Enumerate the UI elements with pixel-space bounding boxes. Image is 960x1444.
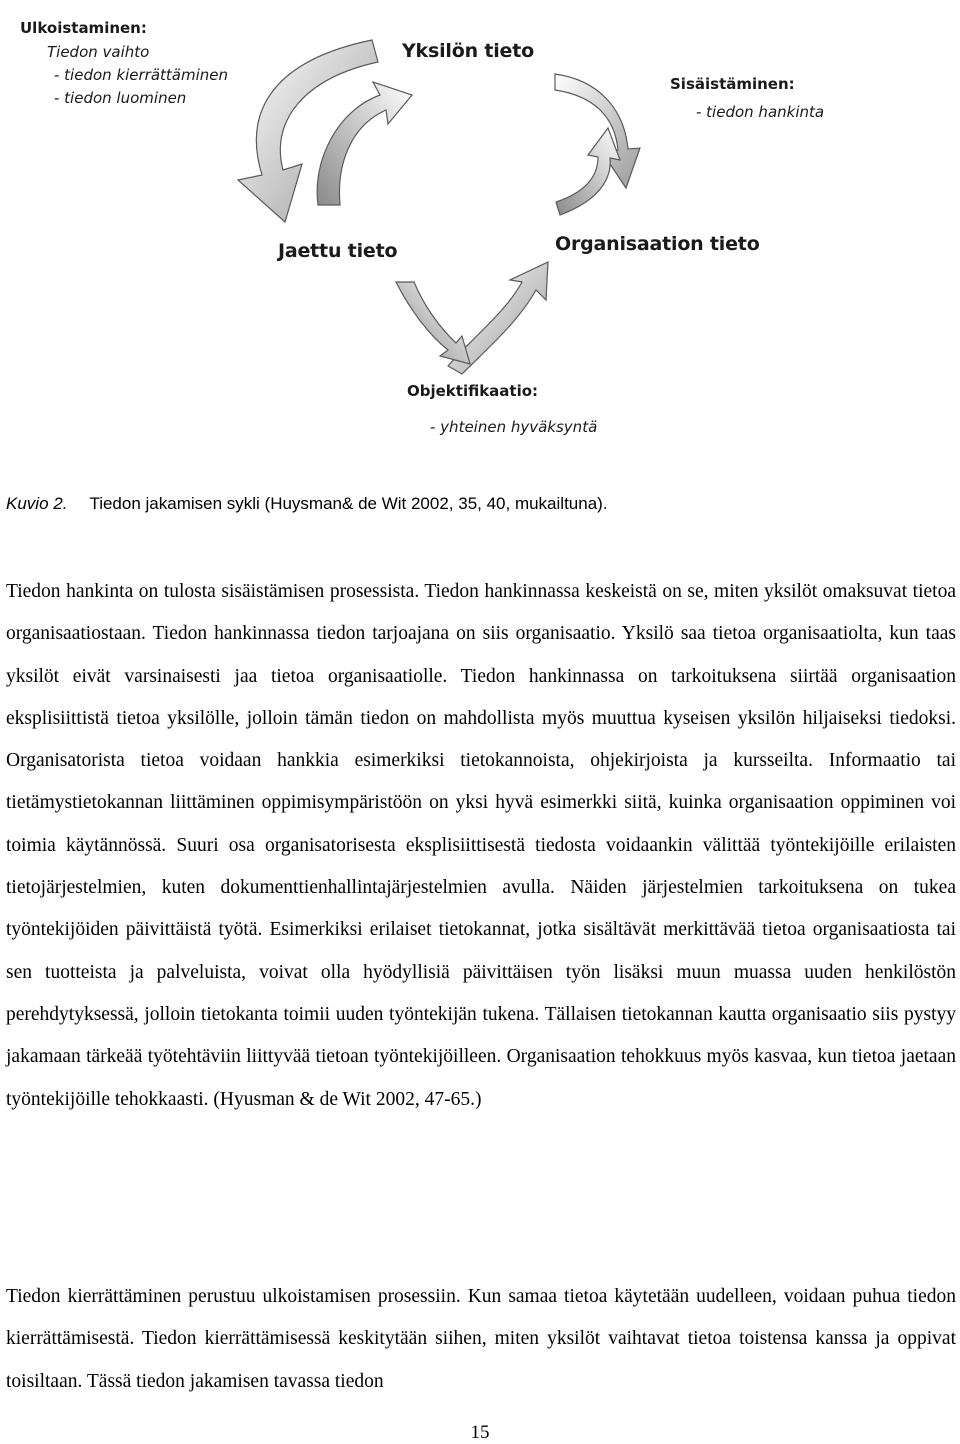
arrow-objectification — [396, 262, 548, 374]
arrow-acquisition — [556, 128, 620, 215]
shared-knowledge-label: Jaettu tieto — [278, 240, 398, 262]
internalization-title: Sisäistäminen: — [670, 75, 795, 93]
paragraph: Tiedon kierrättäminen perustuu ulkoistamisen prosessiin. Kun samaa tietoa käytetään uudelleen, voidaan puhua tiedon kierrättämisestä. Tiedon kierrättämisessä keskitytään siihen, miten yksilöt vaihtavat tietoa toistensa kanssa ja oppivat toisiltaan. Tässä tiedon jakamisen tavassa tiedon — [6, 1286, 956, 1392]
arrow-sharing-up — [317, 82, 412, 205]
page-number: 15 — [470, 1422, 490, 1443]
paragraph: Tiedon hankinta on tulosta sisäistämisen prosessista. Tiedon hankinnassa keskeistä on se, miten yksilöt omaksuvat tietoa organisaatiostaan. Tiedon hankinnassa tiedon tarjoajana on siis organisaatio. Yksilö saa tietoa organisaatiolta, kun taas yksilöt eivät varsinaisesti jaa tietoa organisaatiolle. Tiedon hankinnassa on tarkoituksena siirtää organisaation eksplisiittistä tietoa yksilölle, jolloin tämän tiedon on mahdollista myös muuttua kyseisen yksilön hiljaiseksi tiedoksi. Organisatorista tietoa voidaan hankkia esimerkiksi tietokannoista, ohjekirjoista ja kursseilta. Informaatio tai tietämystietokannan liittäminen oppimisympäristöön on yksi hyvä esimerkki siitä, kuinka organisaation oppiminen voi toimia käytännössä. Suuri osa organisatorisesta eksplisiittisestä tiedosta voidaankin välittää työntekijöille erilaisten tietojärjestelmien, kuten dokumenttienhallintajärjestelmien avulla. Näiden järjestelmien tarkoituksena on tukea työntekijöiden päivittäistä työtä. Esimerkiksi erilaiset tietokannat, jotka sisältävät merkittävää tietoa organisaatiosta tai sen tuotteista ja palveluista, voivat olla hyödyllisiä päivittäisen työn lisäksi muun muassa uuden henkilöstön perehdytyksessä, jolloin tietokanta toimii uuden työntekijän tukena. Tällaisen tietokannan kautta organisaatio siis pystyy jakamaan tärkeää työtehtäviin liittyvää tietoan työntekijöilleen. Organisaation tehokkuus myös kasvaa, kun tietoa jaetaan työntekijöille tehokkaasti. (Hyusman & de Wit 2002, 47-65.) — [6, 581, 956, 1110]
objectification-title: Objektifikaatio: — [407, 382, 539, 400]
caption-label: Kuvio 2. — [6, 494, 68, 513]
knowledge-sharing-cycle-figure — [0, 0, 960, 450]
caption-text: Tiedon jakamisen sykli (Huysman& de Wit 2002, 35, 40, mukailtuna). — [89, 494, 608, 513]
figure-caption — [6, 494, 608, 514]
individual-knowledge-label: Yksilön tieto — [402, 40, 534, 62]
objectification-line-1: - yhteinen hyväksyntä — [430, 418, 598, 436]
organizational-knowledge-label: Organisaation tieto — [555, 233, 760, 255]
externalization-line-3: - tiedon luominen — [54, 89, 187, 107]
internalization-line-1: - tiedon hankinta — [696, 103, 825, 121]
externalization-title: Ulkoistaminen: — [20, 19, 147, 37]
externalization-line-2: - tiedon kierrättäminen — [54, 66, 229, 84]
externalization-line-1: Tiedon vaihto — [47, 43, 150, 61]
